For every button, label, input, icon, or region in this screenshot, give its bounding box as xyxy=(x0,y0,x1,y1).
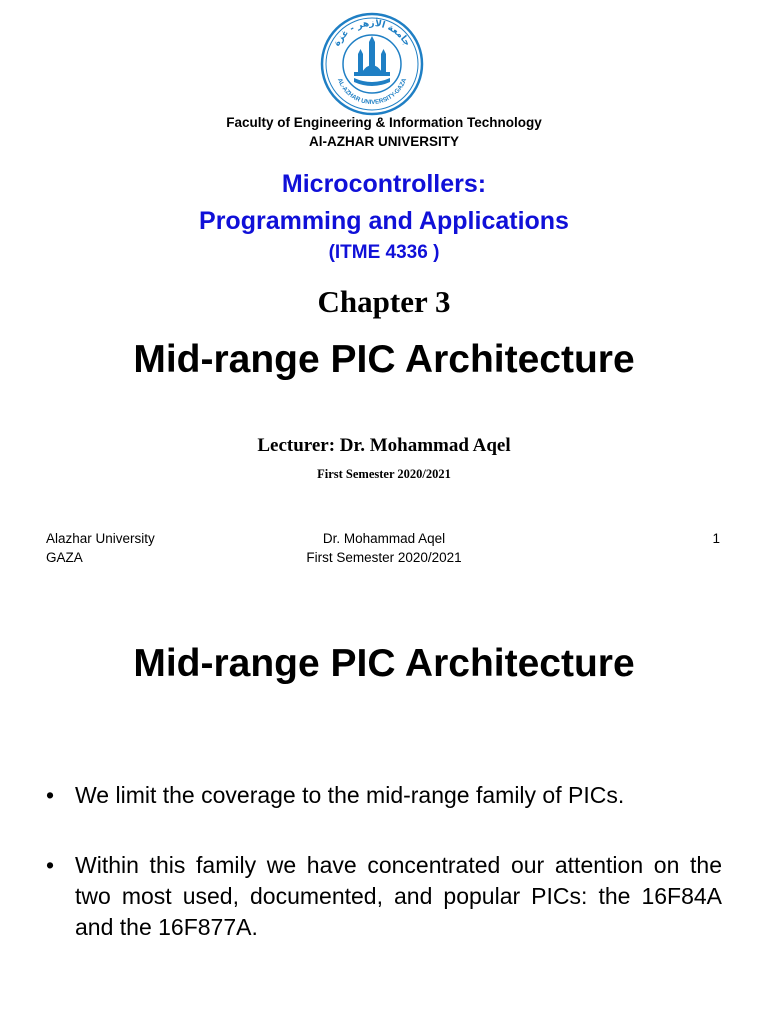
footer-author-name: Dr. Mohammad Aqel xyxy=(322,531,446,546)
course-subtitle: Programming and Applications xyxy=(199,207,569,235)
footer-city: GAZA xyxy=(46,550,83,565)
bullet-dot: • xyxy=(46,852,55,878)
semester-label: First Semester 2020/2021 xyxy=(317,467,451,481)
svg-text:AL-AZHAR UNIVERSITY-GAZA: AL-AZHAR UNIVERSITY-GAZA xyxy=(335,77,409,107)
course-title: Microcontrollers: xyxy=(281,170,487,198)
page-number: 1 xyxy=(712,531,720,546)
footer-institution-name: Alazhar University xyxy=(46,531,155,546)
bullet-text: We limit the coverage to the mid-range family of PICs. xyxy=(75,782,625,808)
bullet-item xyxy=(46,780,722,811)
bullet-text: Within this family we have concentrated our attention on the two most used, documented, and popular PICs: the 16F84A and the 16F877A. xyxy=(75,852,722,940)
university-name: Al-AZHAR UNIVERSITY xyxy=(308,134,459,149)
footer-author xyxy=(0,529,768,567)
bullet-item xyxy=(46,850,722,943)
bullet-dot: • xyxy=(46,782,55,808)
university-seal-logo xyxy=(320,12,424,116)
svg-text:جامعة الأزهر - غزة: جامعة الأزهر - غزة xyxy=(332,18,412,49)
lecturer-name: Lecturer: Dr. Mohammad Aqel xyxy=(257,435,511,456)
footer-semester: First Semester 2020/2021 xyxy=(306,550,462,565)
chapter-label: Chapter 3 xyxy=(317,284,451,319)
slide-title: Mid-range PIC Architecture xyxy=(133,338,635,381)
course-code: (ITME 4336 ) xyxy=(328,242,440,263)
slide-2 xyxy=(0,580,768,1024)
faculty-name: Faculty of Engineering & Information Technology xyxy=(226,115,542,130)
slide-2-title: Mid-range PIC Architecture xyxy=(133,642,635,685)
